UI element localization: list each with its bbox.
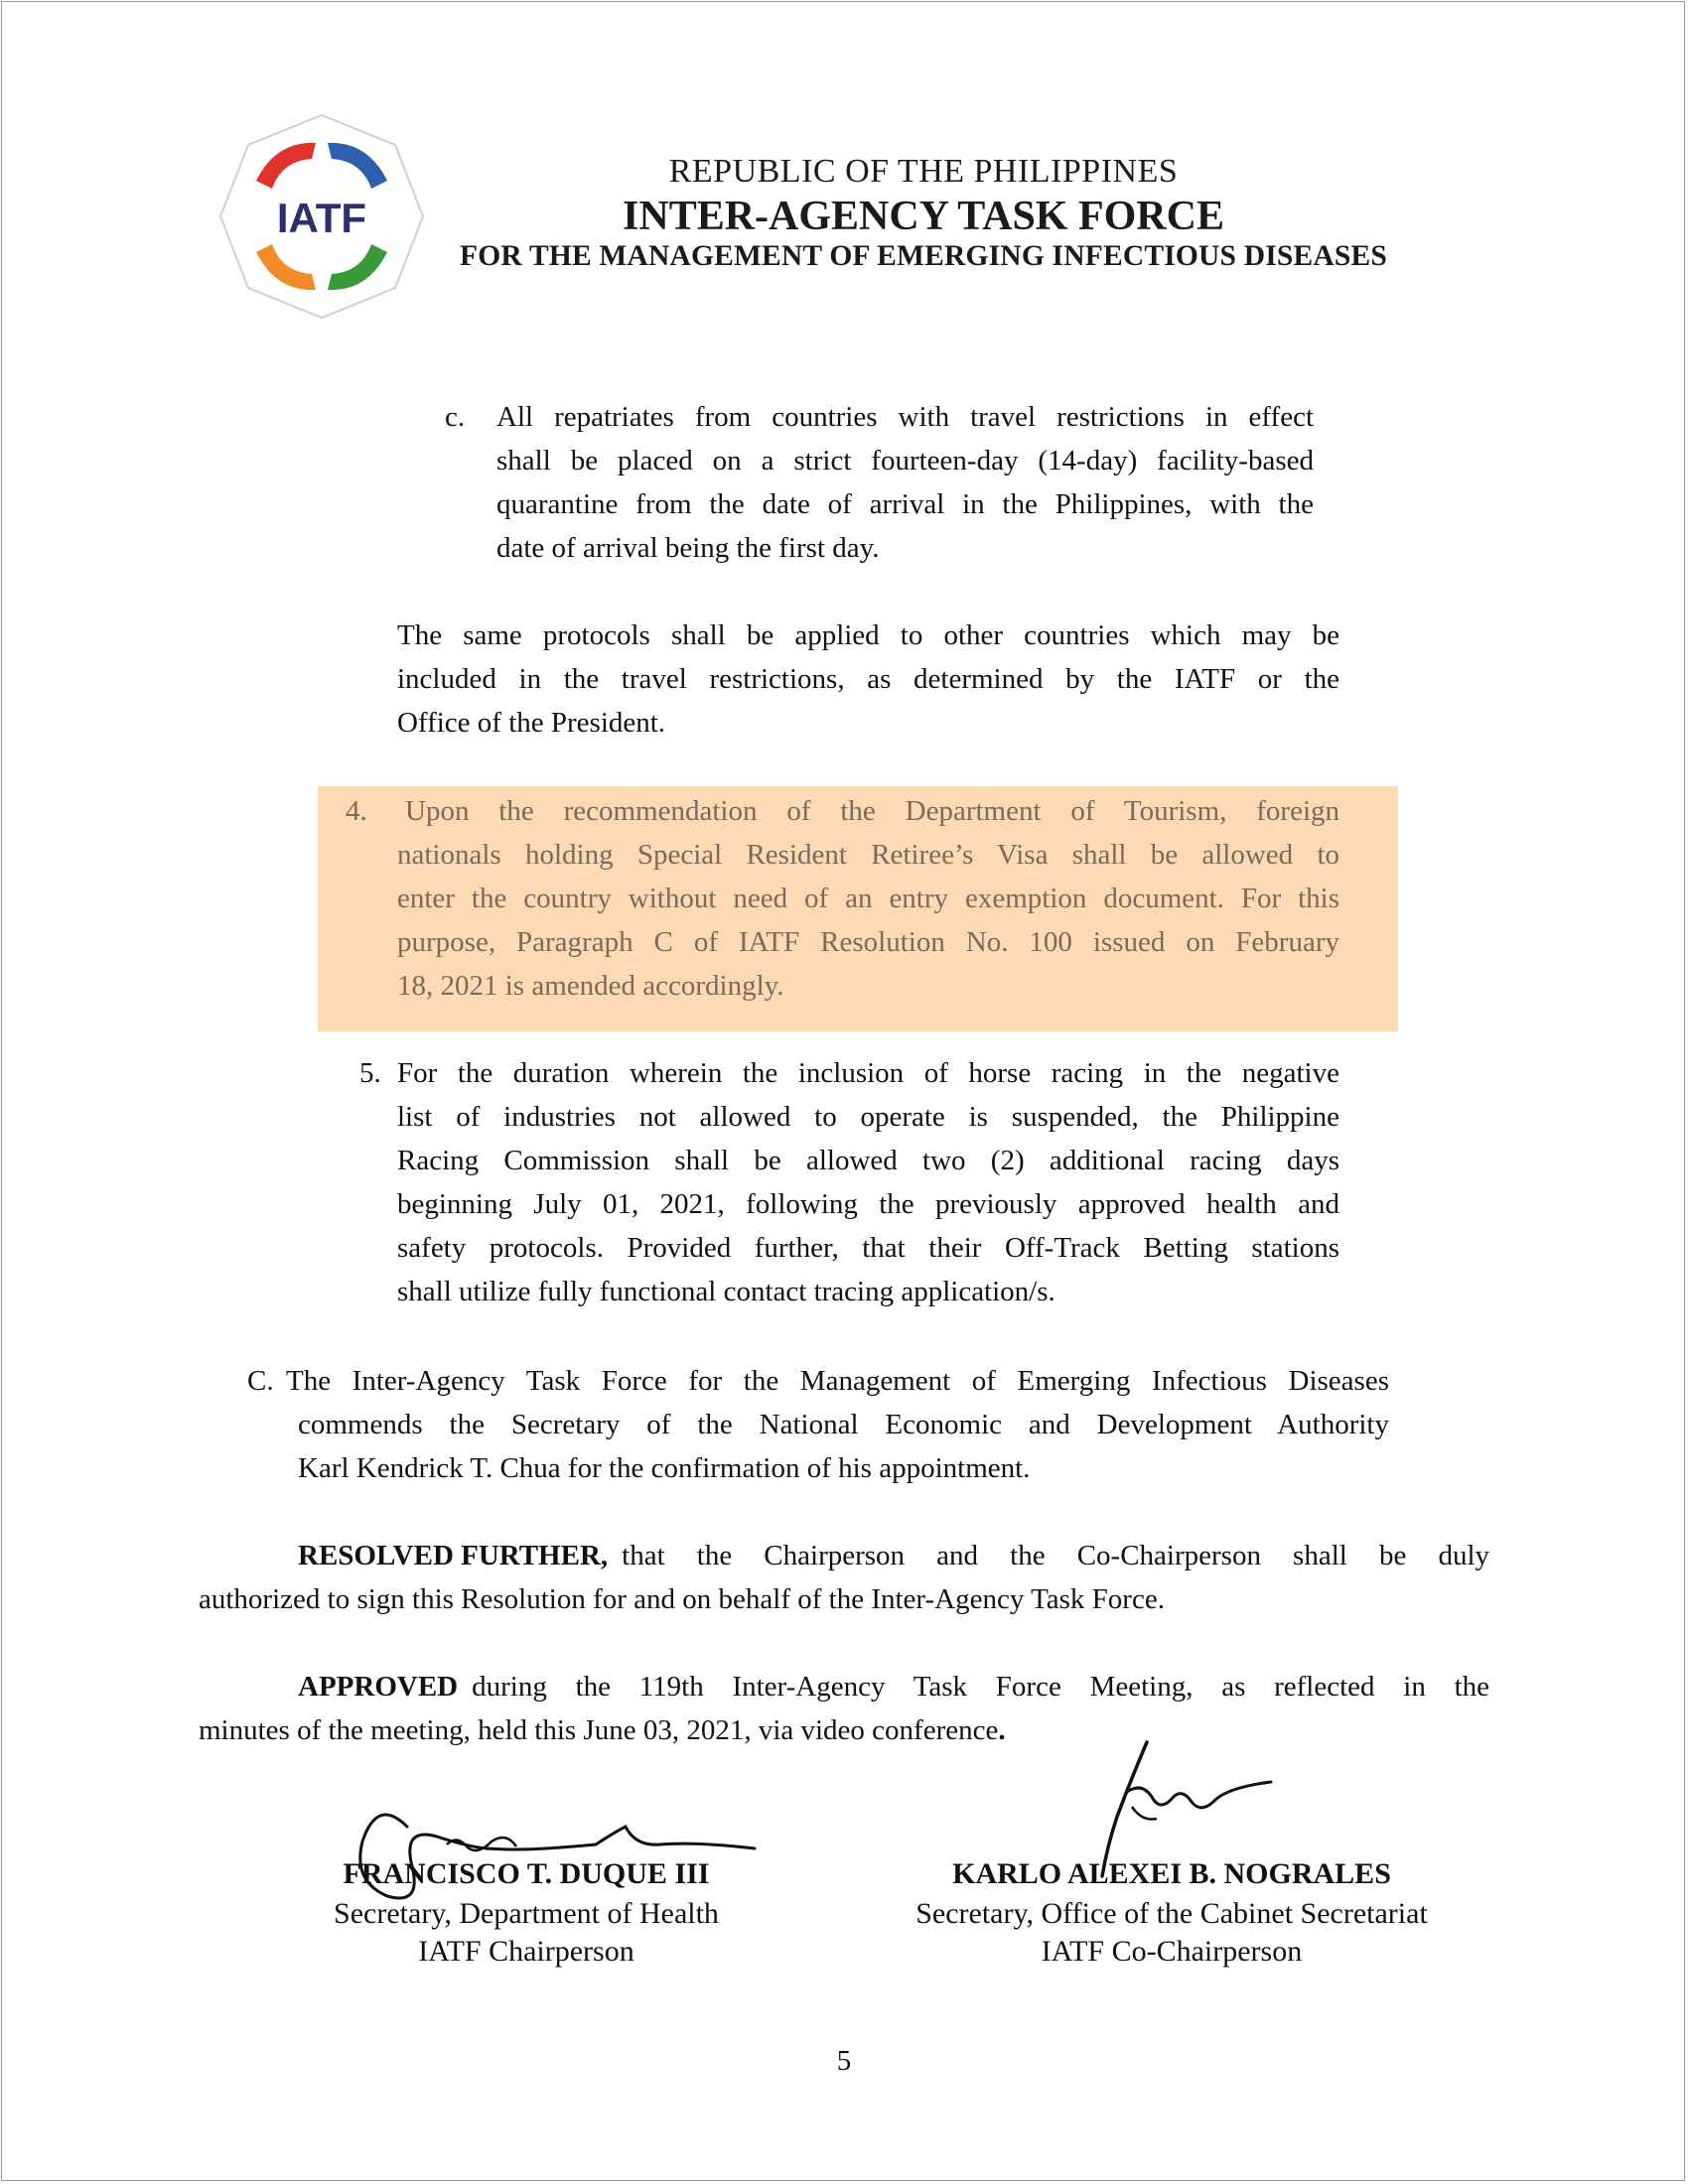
item-4-line-3: enter the country without need of an entry exemption document. For this [397,883,1339,914]
item-4-line-1: Upon the recommendation of the Department of Tourism, foreign [405,795,1339,827]
approved-line-1 [298,1665,1489,1708]
signatory-2-title: Secretary, Office of the Cabinet Secretariat [915,1897,1428,1930]
resolved-bold: RESOLVED FURTHER, [298,1540,609,1571]
item-c-line-3: quarantine from the date of arrival in the Philippines, with the [496,488,1314,520]
signatory-1-role: IATF Chairperson [418,1935,634,1968]
item-c-line-1: All repatriates from countries with travel restrictions in effect [496,401,1314,433]
item-5-line-5: safety protocols. Provided further, that their Off-Track Betting stations [397,1232,1339,1264]
iatf-logo [216,111,427,322]
item-c-line-4: date of arrival being the first day. [496,532,880,564]
approved-line-2 [199,1708,1489,1752]
approved-line-2-period: . [998,1714,1006,1746]
item-c-marker: c. [445,401,466,433]
item-4-marker: 4. [346,795,367,827]
item-4-line-2: nationals holding Special Resident Retiree’s Visa shall be allowed to [397,839,1339,871]
item-4-line-4: purpose, Paragraph C of IATF Resolution No. 100 issued on February [397,926,1339,958]
section-c-line-3: Karl Kendrick T. Chua for the confirmation of his appointment. [298,1452,1031,1484]
resolved-line-1 [298,1534,1489,1577]
resolved-line-2: authorized to sign this Resolution for and on behalf of the Inter-Agency Task Force. [199,1583,1165,1615]
signatory-2-role: IATF Co-Chairperson [1041,1935,1303,1968]
section-c-marker: C. [247,1365,274,1397]
approved-rest: during the 119th Inter-Agency Task Force Meeting, as reflected in the [472,1671,1489,1703]
item-4-line-5: 18, 2021 is amended accordingly. [397,970,784,1002]
protocols-line-1: The same protocols shall be applied to other countries which may be [397,619,1339,651]
item-5-line-3: Racing Commission shall be allowed two (2) additional racing days [397,1145,1339,1176]
page-number: 5 [836,2045,852,2077]
section-c-line-2: commends the Secretary of the National Economic and Development Authority [298,1409,1389,1440]
logo-text: IATF [276,195,367,241]
signatory-2-name: KARLO ALEXEI B. NOGRALES [952,1857,1391,1890]
section-c-line-1: The Inter-Agency Task Force for the Management of Emerging Infectious Diseases [286,1365,1389,1397]
item-5-line-1: For the duration wherein the inclusion of horse racing in the negative [397,1057,1339,1089]
item-c-line-2: shall be placed on a strict fourteen-day (14-day) facility-based [496,445,1314,477]
item-5-line-4: beginning July 01, 2021, following the previously approved health and [397,1188,1339,1220]
resolved-rest: that the Chairperson and the Co-Chairperson shall be duly [622,1540,1489,1571]
header-task-force: INTER-AGENCY TASK FORCE [623,194,1224,239]
protocols-line-3: Office of the President. [397,707,666,739]
item-5-line-6: shall utilize fully functional contact tracing application/s. [397,1276,1055,1307]
approved-bold: APPROVED [298,1671,459,1703]
header-republic: REPUBLIC OF THE PHILIPPINES [668,153,1179,190]
approved-line-2-text: minutes of the meeting, held this June 03, 2021, via video conference [199,1714,999,1746]
item-5-marker: 5. [359,1057,381,1089]
signatory-1-title: Secretary, Department of Health [334,1897,719,1930]
signatory-1-name: FRANCISCO T. DUQUE III [343,1857,710,1890]
protocols-line-2: included in the travel restrictions, as determined by the IATF or the [397,663,1339,695]
item-5-line-2: list of industries not allowed to operate is suspended, the Philippine [397,1101,1339,1133]
header-subtitle: FOR THE MANAGEMENT OF EMERGING INFECTIOUS DISEASES [460,240,1387,272]
